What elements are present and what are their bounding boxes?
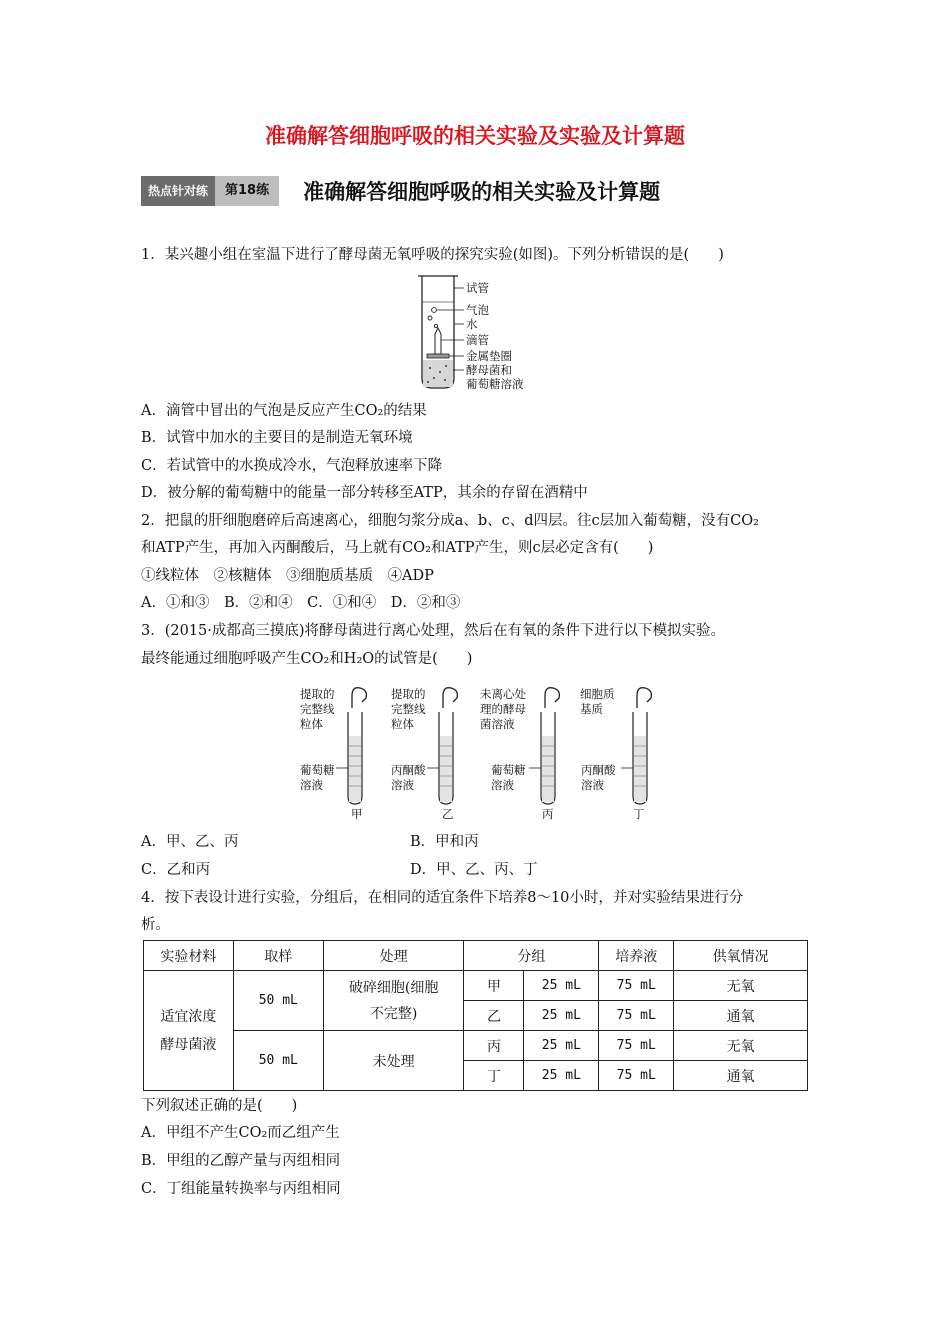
- cell-volume: 25 mL: [524, 1001, 599, 1031]
- q3-tubes-figure: [296, 684, 666, 824]
- header-oxygen: 供氧情况: [674, 941, 808, 971]
- svg-text:提取的: 提取的: [300, 687, 335, 701]
- svg-text:葡萄糖: 葡萄糖: [491, 763, 526, 777]
- section-banner: [141, 176, 660, 206]
- svg-text:完整线: 完整线: [300, 702, 335, 716]
- label-dropper: 滴管: [466, 333, 489, 347]
- q4-stem-line2: 析。: [141, 917, 170, 933]
- cell-oxygen: 无氧: [674, 1031, 808, 1061]
- q2-stem-line2: 和ATP产生，再加入丙酮酸后，马上就有CO₂和ATP产生，则c层必定含有( ): [141, 540, 654, 556]
- cell-sample-a: 50 mL: [233, 971, 323, 1031]
- svg-text:完整线: 完整线: [391, 702, 426, 716]
- q3-option-b: B．甲和丙: [410, 834, 479, 850]
- cell-volume: 25 mL: [524, 1061, 599, 1091]
- svg-text:基质: 基质: [580, 702, 603, 716]
- q3-option-d: D．甲、乙、丙、丁: [410, 862, 538, 878]
- svg-text:粒体: 粒体: [300, 717, 323, 731]
- q1-option-b: B．试管中加水的主要目的是制造无氧环境: [141, 430, 413, 446]
- q3-option-c: C．乙和丙: [141, 862, 211, 878]
- cell-material: 适宜浓度 酵母菌液: [144, 971, 234, 1091]
- svg-text:丙酮酸: 丙酮酸: [581, 763, 616, 777]
- cell-group: 甲: [464, 971, 524, 1001]
- tube-ding: [580, 687, 651, 821]
- label-glucose: 葡萄糖溶液: [466, 377, 524, 391]
- q2-items: ①线粒体 ②核糖体 ③细胞质基质 ④ADP: [141, 568, 434, 584]
- svg-text:理的酵母: 理的酵母: [480, 702, 526, 716]
- tube-yi: [391, 687, 457, 821]
- cell-medium: 75 mL: [599, 1031, 674, 1061]
- q4-option-b: B．甲组的乙醇产量与丙组相同: [141, 1153, 341, 1169]
- cell-sample-b: 50 mL: [233, 1031, 323, 1091]
- table-row: [144, 1031, 808, 1061]
- label-washer: 金属垫圈: [466, 349, 512, 363]
- cell-oxygen: 通氧: [674, 1001, 808, 1031]
- cell-volume: 25 mL: [524, 1031, 599, 1061]
- cell-oxygen: 无氧: [674, 971, 808, 1001]
- svg-text:未离心处: 未离心处: [480, 687, 526, 701]
- banner-title: 准确解答细胞呼吸的相关实验及计算题: [303, 180, 661, 204]
- svg-text:菌溶液: 菌溶液: [480, 717, 515, 731]
- label-bubble: 气泡: [466, 303, 489, 317]
- q4-option-a: A．甲组不产生CO₂而乙组产生: [141, 1125, 340, 1141]
- svg-text:粒体: 粒体: [391, 717, 414, 731]
- svg-text:溶液: 溶液: [581, 778, 604, 792]
- table-row: [144, 971, 808, 1001]
- q1-stem: 1．某兴趣小组在室温下进行了酵母菌无氧呼吸的探究实验(如图)。下列分析错误的是( ): [141, 247, 724, 263]
- svg-text:甲: 甲: [351, 807, 363, 821]
- cell-group: 丙: [464, 1031, 524, 1061]
- svg-text:丙酮酸: 丙酮酸: [391, 763, 426, 777]
- svg-text:溶液: 溶液: [300, 778, 323, 792]
- svg-text:溶液: 溶液: [391, 778, 414, 792]
- header-treatment: 处理: [323, 941, 464, 971]
- tube-bing: [480, 687, 559, 821]
- cell-treatment-b: 未处理: [323, 1031, 464, 1091]
- banner-tag-number: 第18练: [215, 176, 279, 206]
- header-group: 分组: [464, 941, 599, 971]
- header-material: 实验材料: [144, 941, 234, 971]
- header-sample: 取样: [233, 941, 323, 971]
- q3-stem-line1: 3．(2015·成都高三摸底)将酵母菌进行离心处理，然后在有氧的条件下进行以下模拟实验。: [141, 623, 726, 639]
- q3-stem-line2: 最终能通过细胞呼吸产生CO₂和H₂O的试管是( ): [141, 651, 473, 667]
- q2-stem-line1: 2．把鼠的肝细胞磨碎后高速离心，细胞匀浆分成a、b、c、d四层。往c层加入葡萄糖，没有CO₂: [141, 513, 759, 529]
- svg-text:溶液: 溶液: [491, 778, 514, 792]
- label-water: 水: [466, 317, 478, 331]
- cell-medium: 75 mL: [599, 1001, 674, 1031]
- cell-treatment-a: 破碎细胞(细胞 不完整): [323, 971, 464, 1031]
- svg-text:细胞质: 细胞质: [580, 687, 615, 701]
- q2-options: A．①和③ B．②和④ C．①和④ D．②和③: [141, 595, 461, 611]
- q1-option-c: C．若试管中的水换成冷水，气泡释放速率下降: [141, 458, 443, 474]
- banner-tag-category: 热点针对练: [141, 176, 215, 206]
- cell-oxygen: 通氧: [674, 1061, 808, 1091]
- cell-volume: 25 mL: [524, 971, 599, 1001]
- label-yeast: 酵母菌和: [466, 363, 512, 377]
- cell-medium: 75 mL: [599, 1061, 674, 1091]
- svg-text:提取的: 提取的: [391, 687, 426, 701]
- page-title: 准确解答细胞呼吸的相关实验及实验及计算题: [265, 124, 685, 148]
- header-medium: 培养液: [599, 941, 674, 971]
- q1-apparatus-figure: [410, 272, 550, 394]
- q3-option-a: A．甲、乙、丙: [141, 834, 239, 850]
- table-header-row: [144, 941, 808, 971]
- tube-jia: [300, 687, 366, 821]
- cell-group: 乙: [464, 1001, 524, 1031]
- q4-option-c: C．丁组能量转换率与丙组相同: [141, 1181, 341, 1197]
- label-test-tube: 试管: [466, 281, 489, 295]
- svg-text:丙: 丙: [542, 807, 554, 821]
- q1-option-a: A．滴管中冒出的气泡是反应产生CO₂的结果: [141, 403, 427, 419]
- cell-group: 丁: [464, 1061, 524, 1091]
- svg-text:葡萄糖: 葡萄糖: [300, 763, 335, 777]
- q4-after-table: 下列叙述正确的是( ): [141, 1098, 298, 1114]
- svg-text:丁: 丁: [633, 807, 645, 821]
- svg-text:乙: 乙: [442, 807, 454, 821]
- experiment-table: [143, 940, 808, 1091]
- q1-option-d: D．被分解的葡萄糖中的能量一部分转移至ATP，其余的存留在酒精中: [141, 485, 588, 501]
- q4-stem-line1: 4．按下表设计进行实验，分组后，在相同的适宜条件下培养8～10小时，并对实验结果进行分: [141, 890, 744, 906]
- cell-medium: 75 mL: [599, 971, 674, 1001]
